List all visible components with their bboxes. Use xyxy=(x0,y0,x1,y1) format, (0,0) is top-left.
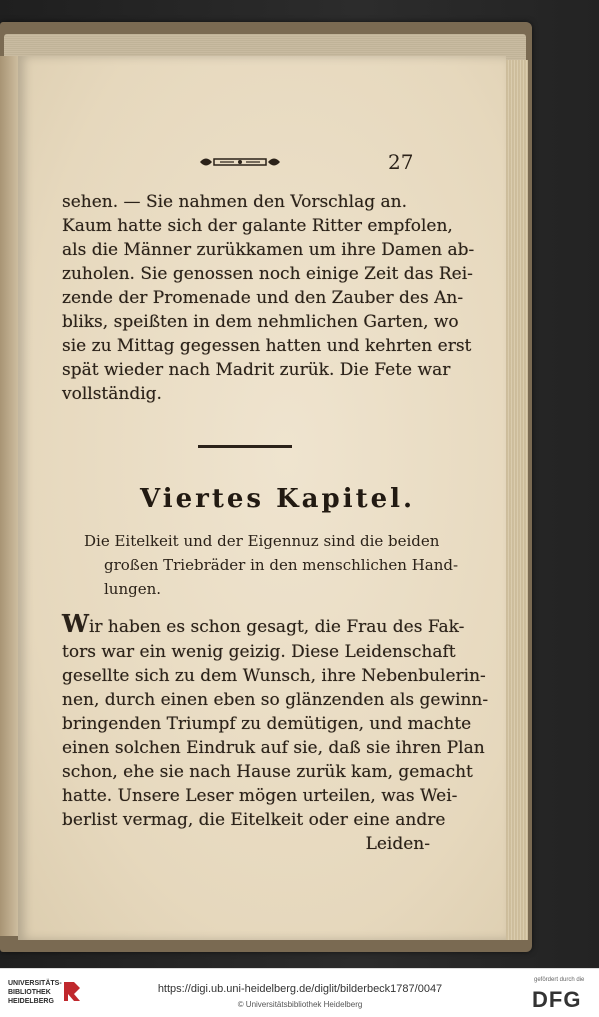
body-line: bliks, speißten in dem nehmlichen Garten, wo xyxy=(62,312,459,332)
library-mark-icon xyxy=(60,979,84,1003)
drop-cap: W xyxy=(62,609,89,638)
chapter-line: schon, ehe sie nach Hause zurük kam, gemacht xyxy=(62,762,473,782)
library-logo xyxy=(8,979,62,1006)
copyright-notice: © Universitätsbibliothek Heidelberg xyxy=(237,1000,363,1009)
page-number: 27 xyxy=(388,150,414,174)
section-rule xyxy=(198,445,292,448)
catchword: Leiden- xyxy=(365,834,430,854)
body-line: als die Männer zurükkamen um ihre Damen ab- xyxy=(62,240,475,260)
dfg-logo: DFG xyxy=(532,987,582,1012)
chapter-line: berlist vermag, die Eitelkeit oder eine andre xyxy=(62,810,446,830)
viewer-footer xyxy=(0,968,599,1017)
chapter-line: hatte. Unsere Leser mögen urteilen, was Wei- xyxy=(62,786,458,806)
chapter-summary-line: Die Eitelkeit und der Eigennuz sind die beiden xyxy=(84,532,440,550)
chapter-summary-line: großen Triebräder in den menschlichen Hand- xyxy=(104,556,459,574)
first-line-text: ir haben es schon gesagt, die Frau des Fak- xyxy=(88,617,465,637)
body-line: sie zu Mittag gegessen hatten und kehrten erst xyxy=(62,336,472,356)
chapter-summary-line: lungen. xyxy=(104,580,162,598)
header-ornament-icon xyxy=(198,153,282,171)
library-logo-line: UNIVERSITÄTS- xyxy=(8,980,62,987)
chapter-first-line xyxy=(62,609,465,639)
library-logo-line: HEIDELBERG xyxy=(8,998,54,1005)
body-line: Kaum hatte sich der galante Ritter empfolen, xyxy=(62,216,453,236)
chapter-line: tors war ein wenig geizig. Diese Leidenschaft xyxy=(62,642,456,662)
body-line: vollständig. xyxy=(62,384,162,404)
body-line: zende der Promenade und den Zauber des An- xyxy=(62,288,464,308)
body-line: zuholen. Sie genossen noch einige Zeit das Rei- xyxy=(62,264,473,284)
chapter-line: nen, durch einen eben so glänzenden als gewinn- xyxy=(62,690,489,710)
chapter-title: Viertes Kapitel. xyxy=(140,484,416,514)
page-edges-right xyxy=(504,60,528,940)
permalink-url[interactable]: https://digi.ub.uni-heidelberg.de/diglit/bilderbeck1787/0047 xyxy=(157,983,443,995)
library-logo-line: BIBLIOTHEK xyxy=(8,989,51,996)
chapter-line: gesellte sich zu dem Wunsch, ihre Nebenbulerin- xyxy=(62,666,486,686)
chapter-line: einen solchen Eindruk auf sie, daß sie ihren Plan xyxy=(62,738,485,758)
left-page-strip xyxy=(0,56,18,936)
dfg-caption: gefördert durch die xyxy=(534,977,585,983)
chapter-line: bringenden Triumpf zu demütigen, und machte xyxy=(62,714,472,734)
body-line: sehen. — Sie nahmen den Vorschlag an. xyxy=(62,192,407,212)
body-line: spät wieder nach Madrit zurük. Die Fete war xyxy=(62,360,451,380)
